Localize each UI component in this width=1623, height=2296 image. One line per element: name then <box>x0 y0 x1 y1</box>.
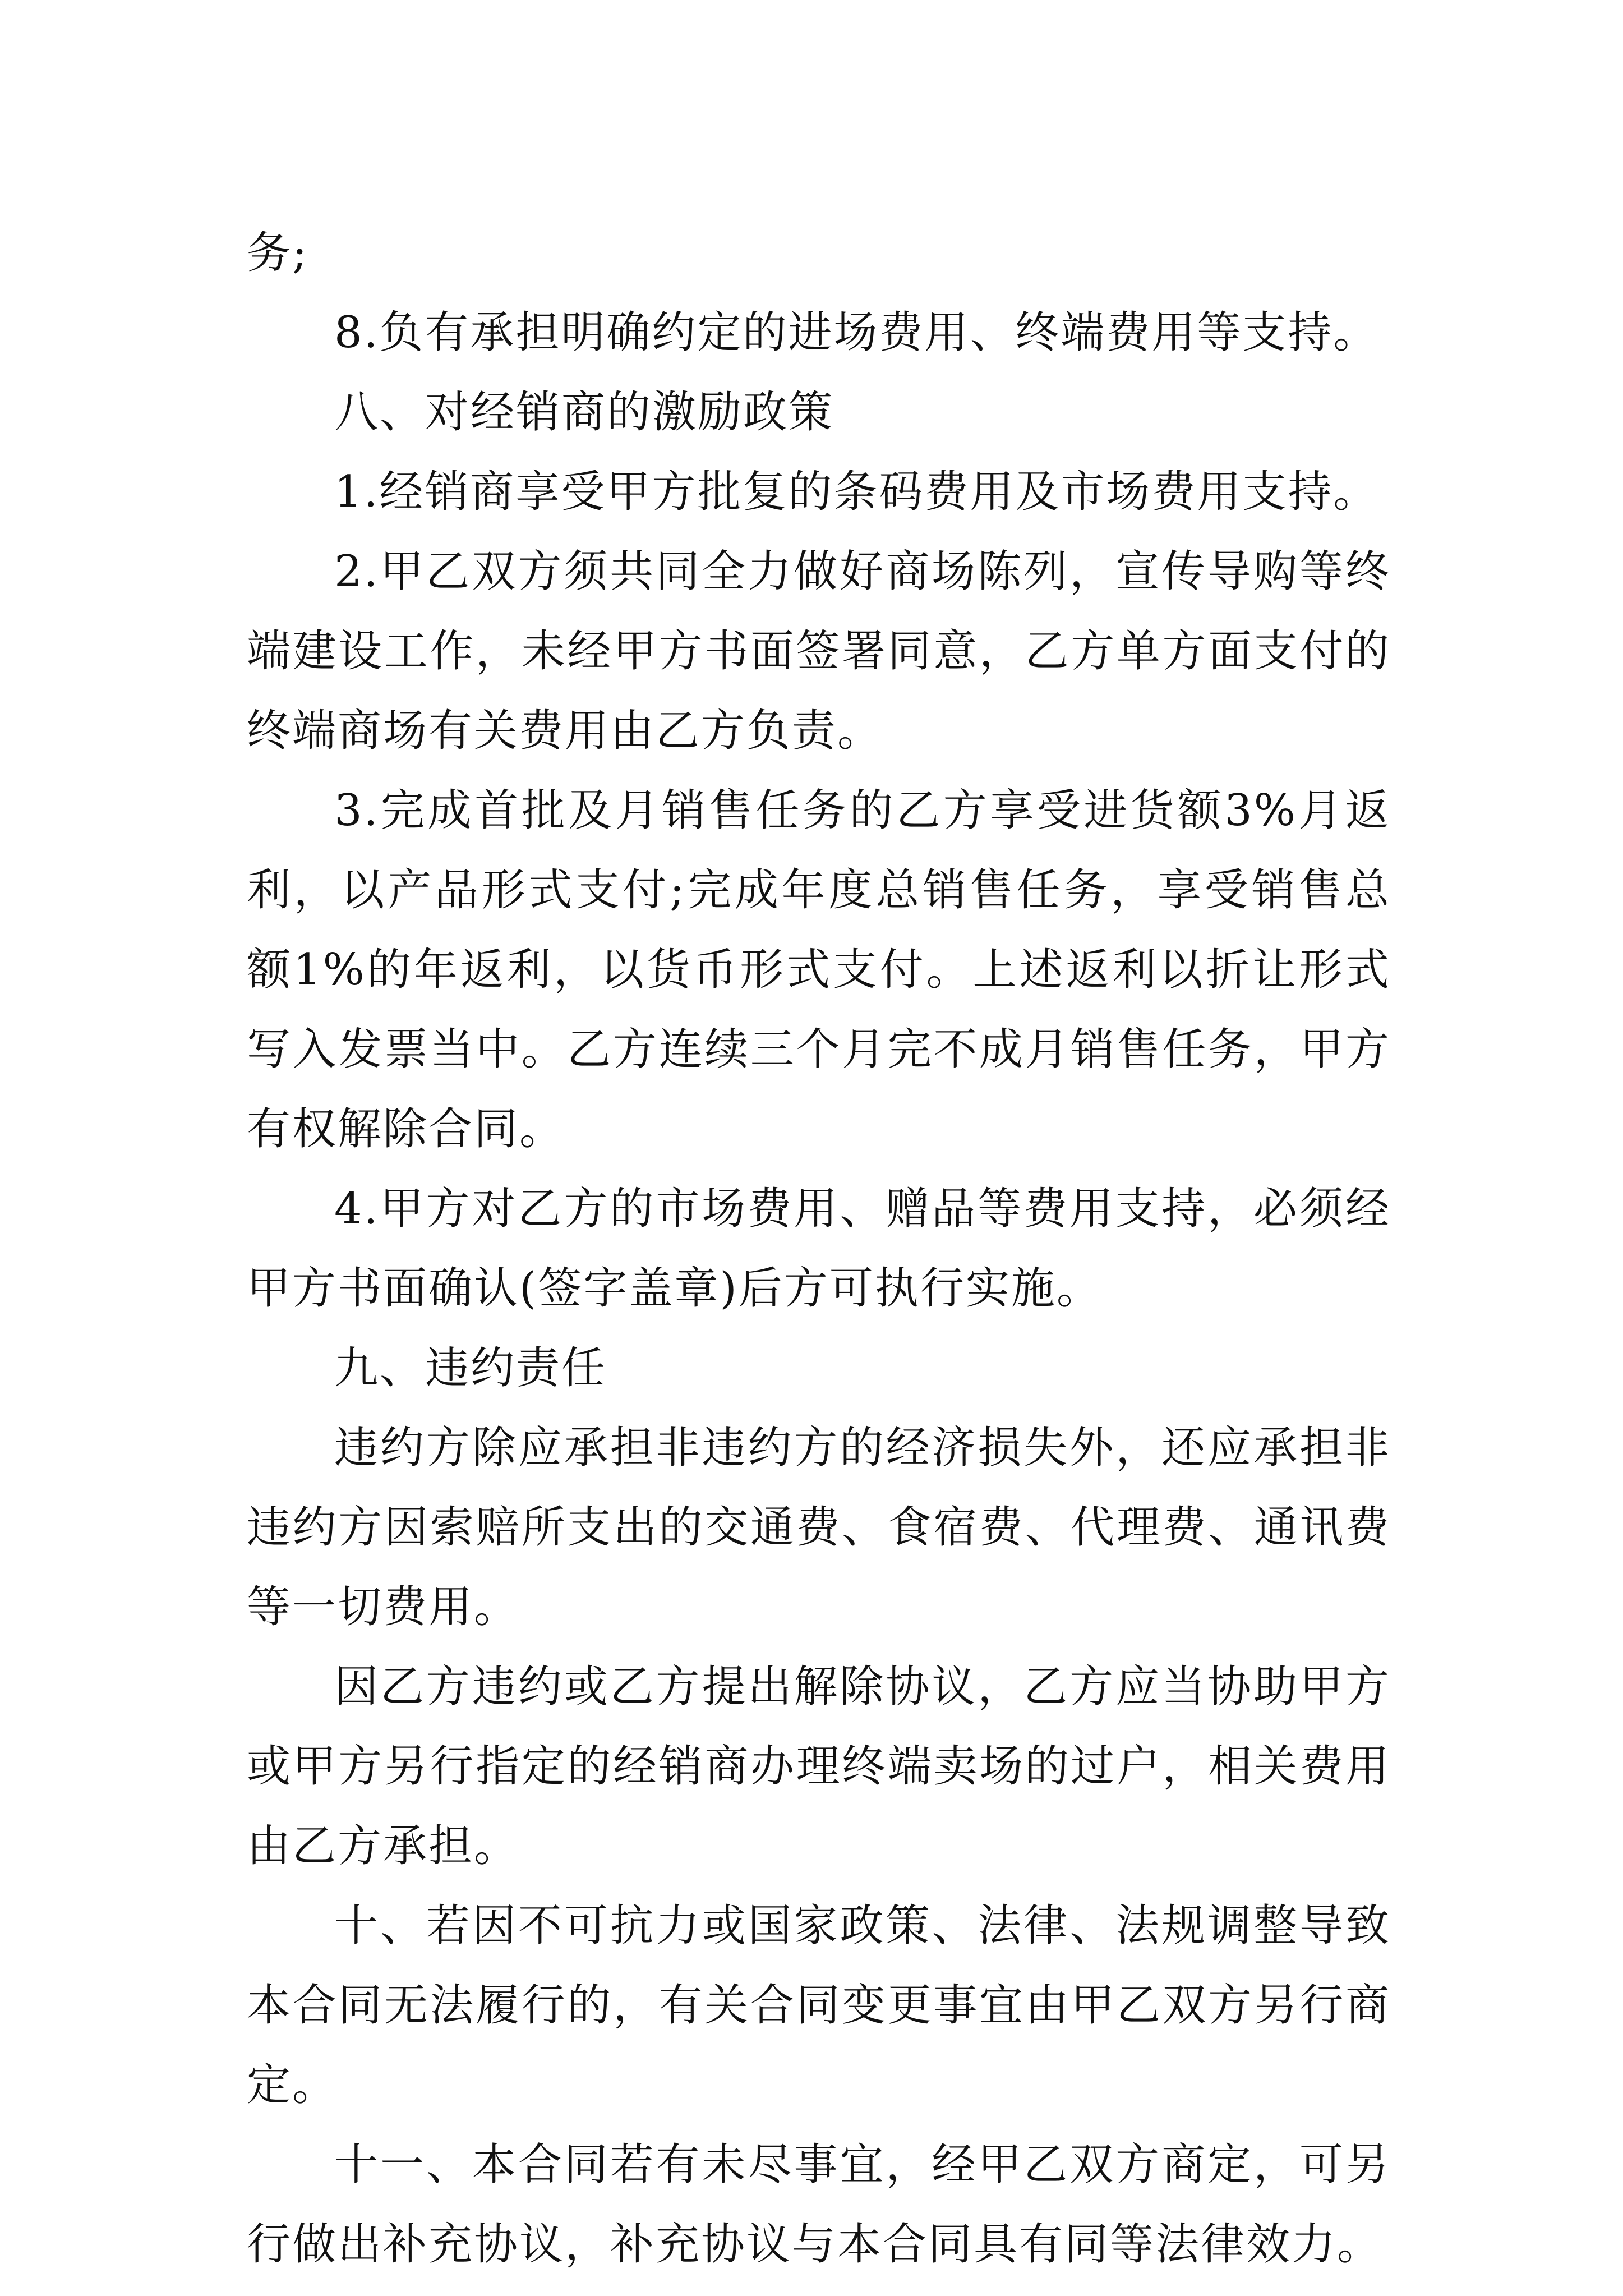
paragraph-clause-10: 十、若因不可抗力或国家政策、法律、法规调整导致本合同无法履行的，有关合同变更事宜由甲乙双方另行商定。 <box>247 1901 1391 2110</box>
paragraph-liability-2: 因乙方违约或乙方提出解除协议，乙方应当协助甲方或甲方另行指定的经销商办理终端卖场的过户，相关费用由乙方承担。 <box>247 1662 1391 1871</box>
paragraph-incentive-item-2: 2.甲乙双方须共同全力做好商场陈列，宣传导购等终端建设工作，未经甲方书面签署同意，乙方单方面支付的终端商场有关费用由乙方负责。 <box>247 546 1391 756</box>
paragraph-incentive-item-4: 4.甲方对乙方的市场费用、赠品等费用支持，必须经甲方书面确认(签字盖章)后方可执行实施。 <box>247 1184 1391 1314</box>
section-heading-liability: 九、违约责任 <box>334 1343 607 1393</box>
paragraph-continuation: 务; <box>247 228 309 278</box>
paragraph-clause-11: 十一、本合同若有未尽事宜，经甲乙双方商定，可另行做出补充协议，补充协议与本合同具有同等法律效力。 <box>247 2139 1391 2270</box>
paragraph-item-8: 8.负有承担明确约定的进场费用、终端费用等支持。 <box>334 307 1379 358</box>
paragraph-liability-1: 违约方除应承担非违约方的经济损失外，还应承担非违约方因索赔所支出的交通费、食宿费、代理费、通讯费等一切费用。 <box>247 1423 1391 1632</box>
paragraph-incentive-item-3: 3.完成首批及月销售任务的乙方享受进货额3%月返利，以产品形式支付;完成年度总销售任务，享受销售总额1%的年返利，以货币形式支付。上述返利以折让形式写入发票当中。乙方连续三个月完不成月销售任务，甲方有权解除合同。 <box>247 785 1391 1154</box>
section-heading-incentive-policy: 八、对经销商的激励政策 <box>334 387 834 438</box>
document-body <box>247 213 1391 2284</box>
paragraph-incentive-item-1: 1.经销商享受甲方批复的条码费用及市场费用支持。 <box>334 467 1379 517</box>
